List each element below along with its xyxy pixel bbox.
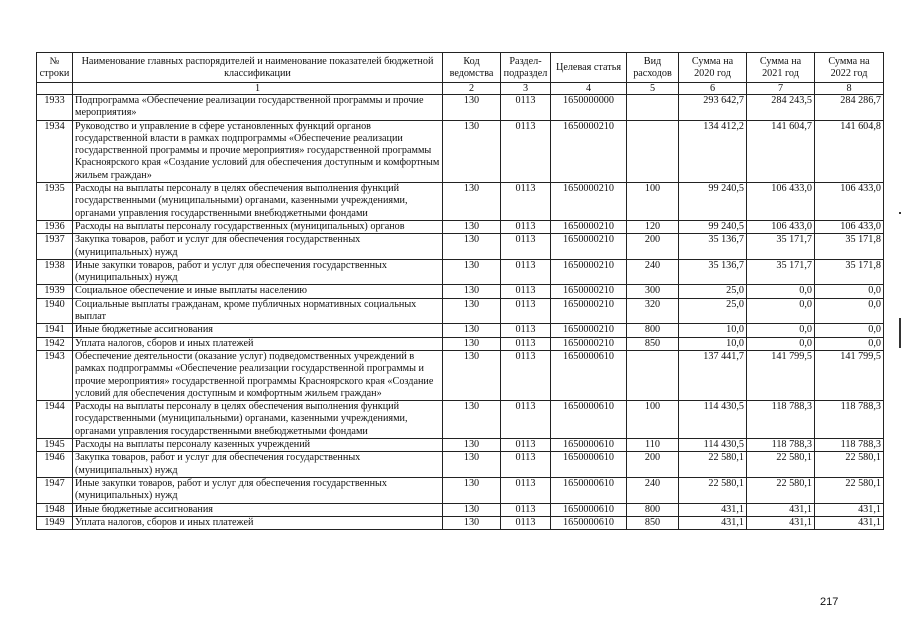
header-section: Раздел-подраздел	[501, 53, 551, 83]
target-article-cell: 1650000610	[551, 439, 627, 452]
sum-2022-cell: 141 604,8	[815, 120, 884, 182]
target-article-cell: 1650000210	[551, 298, 627, 324]
table-row	[37, 477, 884, 503]
section-cell: 0113	[501, 298, 551, 324]
expense-type-cell: 200	[627, 452, 679, 478]
sum-2021-cell: 141 604,7	[747, 120, 815, 182]
sum-2021-cell: 141 799,5	[747, 350, 815, 400]
sum-2020-cell: 293 642,7	[679, 95, 747, 121]
expense-type-cell: 240	[627, 477, 679, 503]
column-number: 5	[627, 83, 679, 95]
expense-type-cell: 100	[627, 183, 679, 221]
sum-2020-cell: 22 580,1	[679, 477, 747, 503]
expense-type-cell: 850	[627, 516, 679, 529]
dept-code-cell: 130	[443, 95, 501, 121]
target-article-cell: 1650000610	[551, 516, 627, 529]
section-cell: 0113	[501, 401, 551, 439]
table-row	[37, 324, 884, 337]
row-number-cell: 1933	[37, 95, 73, 121]
expense-type-cell: 120	[627, 220, 679, 233]
expense-type-cell	[627, 95, 679, 121]
sum-2021-cell: 106 433,0	[747, 220, 815, 233]
column-number: 1	[73, 83, 443, 95]
section-cell: 0113	[501, 120, 551, 182]
target-article-cell: 1650000210	[551, 337, 627, 350]
sum-2022-cell: 141 799,5	[815, 350, 884, 400]
row-number-cell: 1946	[37, 452, 73, 478]
dept-code-cell: 130	[443, 439, 501, 452]
header-target-article: Целевая статья	[551, 53, 627, 83]
sum-2021-cell: 431,1	[747, 516, 815, 529]
sum-2021-cell: 0,0	[747, 298, 815, 324]
row-number-cell: 1939	[37, 285, 73, 298]
name-cell: Закупка товаров, работ и услуг для обеспечения государственных (муниципальных) нужд	[73, 452, 443, 478]
target-article-cell: 1650000610	[551, 350, 627, 400]
header-sum-2022: Сумма на 2022 год	[815, 53, 884, 83]
row-number-cell: 1947	[37, 477, 73, 503]
target-article-cell: 1650000210	[551, 259, 627, 285]
name-cell: Иные бюджетные ассигнования	[73, 503, 443, 516]
table-row	[37, 234, 884, 260]
column-number: 8	[815, 83, 884, 95]
expense-type-cell: 320	[627, 298, 679, 324]
sum-2022-cell: 35 171,8	[815, 259, 884, 285]
section-cell: 0113	[501, 337, 551, 350]
name-cell: Расходы на выплаты персоналу государственных (муниципальных) органов	[73, 220, 443, 233]
column-number: 7	[747, 83, 815, 95]
row-number-cell: 1936	[37, 220, 73, 233]
target-article-cell: 1650000610	[551, 477, 627, 503]
section-cell: 0113	[501, 439, 551, 452]
name-cell: Расходы на выплаты персоналу в целях обеспечения выполнения функций государственными (муниципальными) органами, казенными учреждениями, органами управления государственными внебюджетными фондами	[73, 183, 443, 221]
name-cell: Социальные выплаты гражданам, кроме публичных нормативных социальных выплат	[73, 298, 443, 324]
section-cell: 0113	[501, 503, 551, 516]
sum-2022-cell: 0,0	[815, 337, 884, 350]
sum-2020-cell: 137 441,7	[679, 350, 747, 400]
name-cell: Подпрограмма «Обеспечение реализации государственной программы и прочие мероприятия»	[73, 95, 443, 121]
sum-2022-cell: 431,1	[815, 516, 884, 529]
expense-type-cell: 300	[627, 285, 679, 298]
table-row	[37, 120, 884, 182]
dept-code-cell: 130	[443, 259, 501, 285]
sum-2022-cell: 35 171,8	[815, 234, 884, 260]
dept-code-cell: 130	[443, 234, 501, 260]
sum-2021-cell: 118 788,3	[747, 401, 815, 439]
table-row	[37, 401, 884, 439]
row-number-cell: 1935	[37, 183, 73, 221]
sum-2020-cell: 35 136,7	[679, 234, 747, 260]
expense-type-cell: 240	[627, 259, 679, 285]
sum-2022-cell: 118 788,3	[815, 401, 884, 439]
sum-2020-cell: 22 580,1	[679, 452, 747, 478]
dept-code-cell: 130	[443, 298, 501, 324]
sum-2020-cell: 114 430,5	[679, 401, 747, 439]
header-sum-2021: Сумма на 2021 год	[747, 53, 815, 83]
section-cell: 0113	[501, 220, 551, 233]
budget-table	[36, 52, 884, 530]
name-cell: Социальное обеспечение и иные выплаты населению	[73, 285, 443, 298]
expense-type-cell: 100	[627, 401, 679, 439]
dept-code-cell: 130	[443, 503, 501, 516]
sum-2021-cell: 284 243,5	[747, 95, 815, 121]
scan-artifact-mark	[899, 318, 901, 348]
row-number-cell: 1949	[37, 516, 73, 529]
table-row	[37, 285, 884, 298]
name-cell: Иные закупки товаров, работ и услуг для обеспечения государственных (муниципальных) нужд	[73, 259, 443, 285]
section-cell: 0113	[501, 234, 551, 260]
expense-type-cell: 800	[627, 503, 679, 516]
target-article-cell: 1650000210	[551, 220, 627, 233]
section-cell: 0113	[501, 259, 551, 285]
sum-2022-cell: 118 788,3	[815, 439, 884, 452]
dept-code-cell: 130	[443, 183, 501, 221]
target-article-cell: 1650000210	[551, 324, 627, 337]
name-cell: Иные закупки товаров, работ и услуг для обеспечения государственных (муниципальных) нужд	[73, 477, 443, 503]
sum-2021-cell: 0,0	[747, 337, 815, 350]
table-row	[37, 298, 884, 324]
section-cell: 0113	[501, 324, 551, 337]
row-number-cell: 1944	[37, 401, 73, 439]
header-dept-code: Код ведомства	[443, 53, 501, 83]
sum-2021-cell: 0,0	[747, 285, 815, 298]
page-number: 217	[820, 596, 839, 608]
row-number-cell: 1945	[37, 439, 73, 452]
expense-type-cell: 110	[627, 439, 679, 452]
row-number-cell: 1934	[37, 120, 73, 182]
column-number: 4	[551, 83, 627, 95]
name-cell: Расходы на выплаты персоналу казенных учреждений	[73, 439, 443, 452]
header-row-number: № строки	[37, 53, 73, 83]
name-cell: Уплата налогов, сборов и иных платежей	[73, 337, 443, 350]
table-row	[37, 220, 884, 233]
column-number: 6	[679, 83, 747, 95]
target-article-cell: 1650000000	[551, 95, 627, 121]
section-cell: 0113	[501, 350, 551, 400]
section-cell: 0113	[501, 452, 551, 478]
dept-code-cell: 130	[443, 220, 501, 233]
table-row	[37, 350, 884, 400]
dept-code-cell: 130	[443, 120, 501, 182]
target-article-cell: 1650000210	[551, 120, 627, 182]
row-number-cell: 1938	[37, 259, 73, 285]
sum-2021-cell: 35 171,7	[747, 234, 815, 260]
sum-2020-cell: 25,0	[679, 285, 747, 298]
name-cell: Иные бюджетные ассигнования	[73, 324, 443, 337]
sum-2022-cell: 431,1	[815, 503, 884, 516]
sum-2022-cell: 22 580,1	[815, 452, 884, 478]
section-cell: 0113	[501, 516, 551, 529]
name-cell: Руководство и управление в сфере установленных функций органов государственной власти в рамках подпрограммы «Обеспечение реализации государственной программы и прочие мероприятия» государственной программы Красноярского края «Создание условий для обеспечения доступным и комфортным жильем граждан»	[73, 120, 443, 182]
table-row	[37, 95, 884, 121]
section-cell: 0113	[501, 183, 551, 221]
expense-type-cell: 200	[627, 234, 679, 260]
target-article-cell: 1650000210	[551, 183, 627, 221]
header-name: Наименование главных распорядителей и наименование показателей бюджетной классификации	[73, 53, 443, 83]
column-number-row	[37, 83, 884, 95]
sum-2020-cell: 114 430,5	[679, 439, 747, 452]
header-expense-type: Вид расходов	[627, 53, 679, 83]
name-cell: Закупка товаров, работ и услуг для обеспечения государственных (муниципальных) нужд	[73, 234, 443, 260]
sum-2022-cell: 106 433,0	[815, 183, 884, 221]
sum-2022-cell: 0,0	[815, 298, 884, 324]
sum-2020-cell: 431,1	[679, 503, 747, 516]
table-row	[37, 183, 884, 221]
column-number: 3	[501, 83, 551, 95]
target-article-cell: 1650000610	[551, 401, 627, 439]
sum-2021-cell: 0,0	[747, 324, 815, 337]
sum-2021-cell: 431,1	[747, 503, 815, 516]
dept-code-cell: 130	[443, 285, 501, 298]
scan-artifact-dot	[899, 212, 901, 214]
row-number-cell: 1943	[37, 350, 73, 400]
header-row	[37, 53, 884, 83]
dept-code-cell: 130	[443, 477, 501, 503]
header-sum-2020: Сумма на 2020 год	[679, 53, 747, 83]
target-article-cell: 1650000210	[551, 285, 627, 298]
sum-2020-cell: 10,0	[679, 324, 747, 337]
expense-type-cell	[627, 350, 679, 400]
target-article-cell: 1650000210	[551, 234, 627, 260]
sum-2022-cell: 22 580,1	[815, 477, 884, 503]
sum-2020-cell: 431,1	[679, 516, 747, 529]
sum-2020-cell: 134 412,2	[679, 120, 747, 182]
dept-code-cell: 130	[443, 401, 501, 439]
name-cell: Обеспечение деятельности (оказание услуг) подведомственных учреждений в рамках подпрограммы «Обеспечение реализации государственной программы и прочие мероприятия» государственной программы Красноярского края «Создание условий для обеспечения доступным и комфортным жильем граждан»	[73, 350, 443, 400]
section-cell: 0113	[501, 285, 551, 298]
column-number	[37, 83, 73, 95]
table-row	[37, 337, 884, 350]
row-number-cell: 1937	[37, 234, 73, 260]
row-number-cell: 1948	[37, 503, 73, 516]
name-cell: Уплата налогов, сборов и иных платежей	[73, 516, 443, 529]
dept-code-cell: 130	[443, 516, 501, 529]
table-row	[37, 516, 884, 529]
sum-2020-cell: 25,0	[679, 298, 747, 324]
sum-2022-cell: 0,0	[815, 324, 884, 337]
section-cell: 0113	[501, 95, 551, 121]
sum-2021-cell: 22 580,1	[747, 477, 815, 503]
sum-2021-cell: 106 433,0	[747, 183, 815, 221]
sum-2020-cell: 10,0	[679, 337, 747, 350]
sum-2020-cell: 99 240,5	[679, 220, 747, 233]
target-article-cell: 1650000610	[551, 503, 627, 516]
sum-2020-cell: 35 136,7	[679, 259, 747, 285]
table-body	[37, 95, 884, 530]
column-number: 2	[443, 83, 501, 95]
sum-2020-cell: 99 240,5	[679, 183, 747, 221]
table-row	[37, 259, 884, 285]
row-number-cell: 1940	[37, 298, 73, 324]
row-number-cell: 1941	[37, 324, 73, 337]
section-cell: 0113	[501, 477, 551, 503]
expense-type-cell: 850	[627, 337, 679, 350]
sum-2022-cell: 284 286,7	[815, 95, 884, 121]
sum-2021-cell: 118 788,3	[747, 439, 815, 452]
expense-type-cell	[627, 120, 679, 182]
expense-type-cell: 800	[627, 324, 679, 337]
sum-2022-cell: 106 433,0	[815, 220, 884, 233]
table-row	[37, 503, 884, 516]
sum-2021-cell: 22 580,1	[747, 452, 815, 478]
sum-2021-cell: 35 171,7	[747, 259, 815, 285]
table-row	[37, 452, 884, 478]
dept-code-cell: 130	[443, 324, 501, 337]
table-row	[37, 439, 884, 452]
dept-code-cell: 130	[443, 337, 501, 350]
sum-2022-cell: 0,0	[815, 285, 884, 298]
name-cell: Расходы на выплаты персоналу в целях обеспечения выполнения функций государственными (муниципальными) органами, казенными учреждениями, органами управления государственными внебюджетными фондами	[73, 401, 443, 439]
row-number-cell: 1942	[37, 337, 73, 350]
target-article-cell: 1650000610	[551, 452, 627, 478]
dept-code-cell: 130	[443, 452, 501, 478]
dept-code-cell: 130	[443, 350, 501, 400]
